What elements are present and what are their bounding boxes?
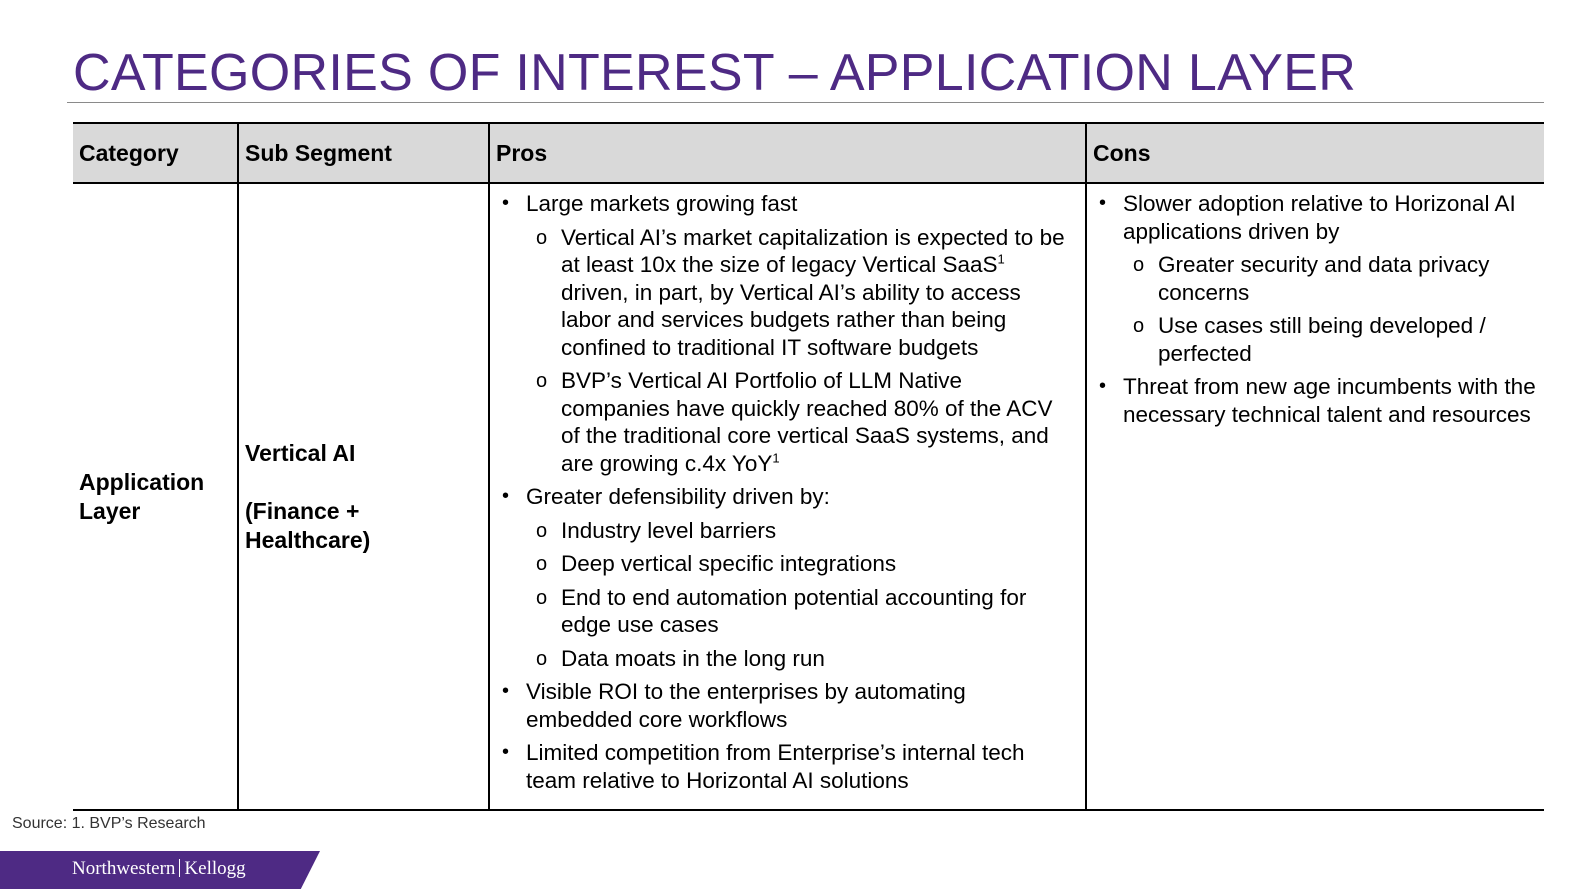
- logo-northwestern: Northwestern: [72, 858, 176, 879]
- header-cons: Cons: [1086, 123, 1544, 183]
- cons-item: [1097, 373, 1536, 428]
- cons-subitem-text: Greater security and data privacy concerns: [1158, 252, 1490, 305]
- pros-subitem-text: Vertical AI’s market capitalization is expected to be at least 10x the size of legacy Vertical SaaS: [561, 224, 1065, 277]
- bullet-icon: •: [502, 192, 510, 214]
- header-category: Category: [73, 123, 238, 183]
- pros-subitem-text-cont: driven, in part, by Vertical AI’s ability to access labor and services budgets rather than being confined to traditional IT software budgets: [561, 279, 1021, 360]
- cons-subitem: [1123, 312, 1536, 367]
- circle-bullet-icon: o: [1133, 254, 1145, 276]
- footnote-marker: 1: [997, 251, 1005, 267]
- pros-item: [500, 483, 1077, 672]
- cons-list: [1097, 190, 1536, 428]
- slide-title: CATEGORIES OF INTEREST – APPLICATION LAYER: [73, 44, 1357, 102]
- bullet-icon: •: [502, 741, 510, 763]
- cons-item-text: Threat from new age incumbents with the necessary technical talent and resources: [1123, 374, 1536, 427]
- circle-bullet-icon: o: [536, 370, 548, 392]
- sub-segment-cell: [238, 183, 489, 810]
- northwestern-kellogg-logo: [72, 858, 246, 880]
- pros-item-text: Large markets growing fast: [526, 191, 798, 216]
- pros-item: [500, 739, 1077, 794]
- sub-segment-note: (Finance + Healthcare): [245, 497, 371, 553]
- pros-subitem: [526, 224, 1077, 362]
- pros-subitem: [526, 367, 1077, 477]
- pros-subitem-text: Industry level barriers: [561, 517, 777, 543]
- pros-subitem-text: Data moats in the long run: [561, 645, 825, 671]
- cons-item: [1097, 190, 1536, 367]
- category-value: Application Layer: [79, 468, 205, 524]
- footnote-marker: 1: [772, 450, 780, 465]
- table-row: [73, 183, 1544, 810]
- cons-subitem-text: Use cases still being developed / perfected: [1158, 313, 1486, 366]
- cons-item-text: Slower adoption relative to Horizonal AI applications driven by: [1123, 191, 1516, 244]
- cons-cell: [1086, 183, 1544, 810]
- pros-subitem: [526, 517, 1077, 545]
- title-divider: [67, 102, 1544, 103]
- pros-subitem-text: End to end automation potential accounting for edge use cases: [561, 584, 1027, 637]
- circle-bullet-icon: o: [536, 647, 548, 670]
- pros-item: [500, 190, 1077, 477]
- pros-item: [500, 678, 1077, 733]
- header-sub-segment: Sub Segment: [238, 123, 489, 183]
- pros-item-text: Greater defensibility driven by:: [526, 484, 830, 509]
- pros-subitem-text: BVP’s Vertical AI Portfolio of LLM Native companies have quickly reached 80% of the ACV of the traditional core vertical SaaS systems, and are growing c.4x YoY: [561, 368, 1053, 476]
- circle-bullet-icon: o: [536, 226, 548, 249]
- cons-sublist: [1123, 251, 1536, 367]
- circle-bullet-icon: o: [1133, 315, 1145, 337]
- bullet-icon: •: [1099, 192, 1107, 214]
- logo-kellogg: Kellogg: [184, 858, 246, 879]
- pros-subitem: [526, 584, 1077, 639]
- cons-subitem: [1123, 251, 1536, 306]
- pros-subitem: [526, 645, 1077, 673]
- pros-subitem-text: Deep vertical specific integrations: [561, 551, 897, 576]
- pros-item-text: Visible ROI to the enterprises by automating embedded core workflows: [526, 679, 966, 732]
- bullet-icon: •: [502, 485, 510, 507]
- pros-item-text: Limited competition from Enterprise’s internal tech team relative to Horizontal AI solutions: [526, 740, 1025, 793]
- pros-sublist: [526, 517, 1077, 673]
- pros-list: [500, 190, 1077, 794]
- bullet-icon: •: [502, 680, 510, 702]
- sub-segment-name: Vertical AI: [245, 439, 356, 466]
- pros-cell: [489, 183, 1086, 810]
- pros-sublist: [526, 224, 1077, 478]
- circle-bullet-icon: o: [536, 586, 548, 609]
- category-cell: [73, 183, 238, 810]
- source-note: Source: 1. BVP’s Research: [12, 815, 206, 832]
- table-header-row: [73, 123, 1544, 183]
- header-pros: Pros: [489, 123, 1086, 183]
- categories-table: [73, 122, 1544, 811]
- bullet-icon: •: [1099, 375, 1107, 397]
- circle-bullet-icon: o: [536, 519, 548, 542]
- circle-bullet-icon: o: [536, 553, 548, 575]
- pros-subitem: [526, 550, 1077, 578]
